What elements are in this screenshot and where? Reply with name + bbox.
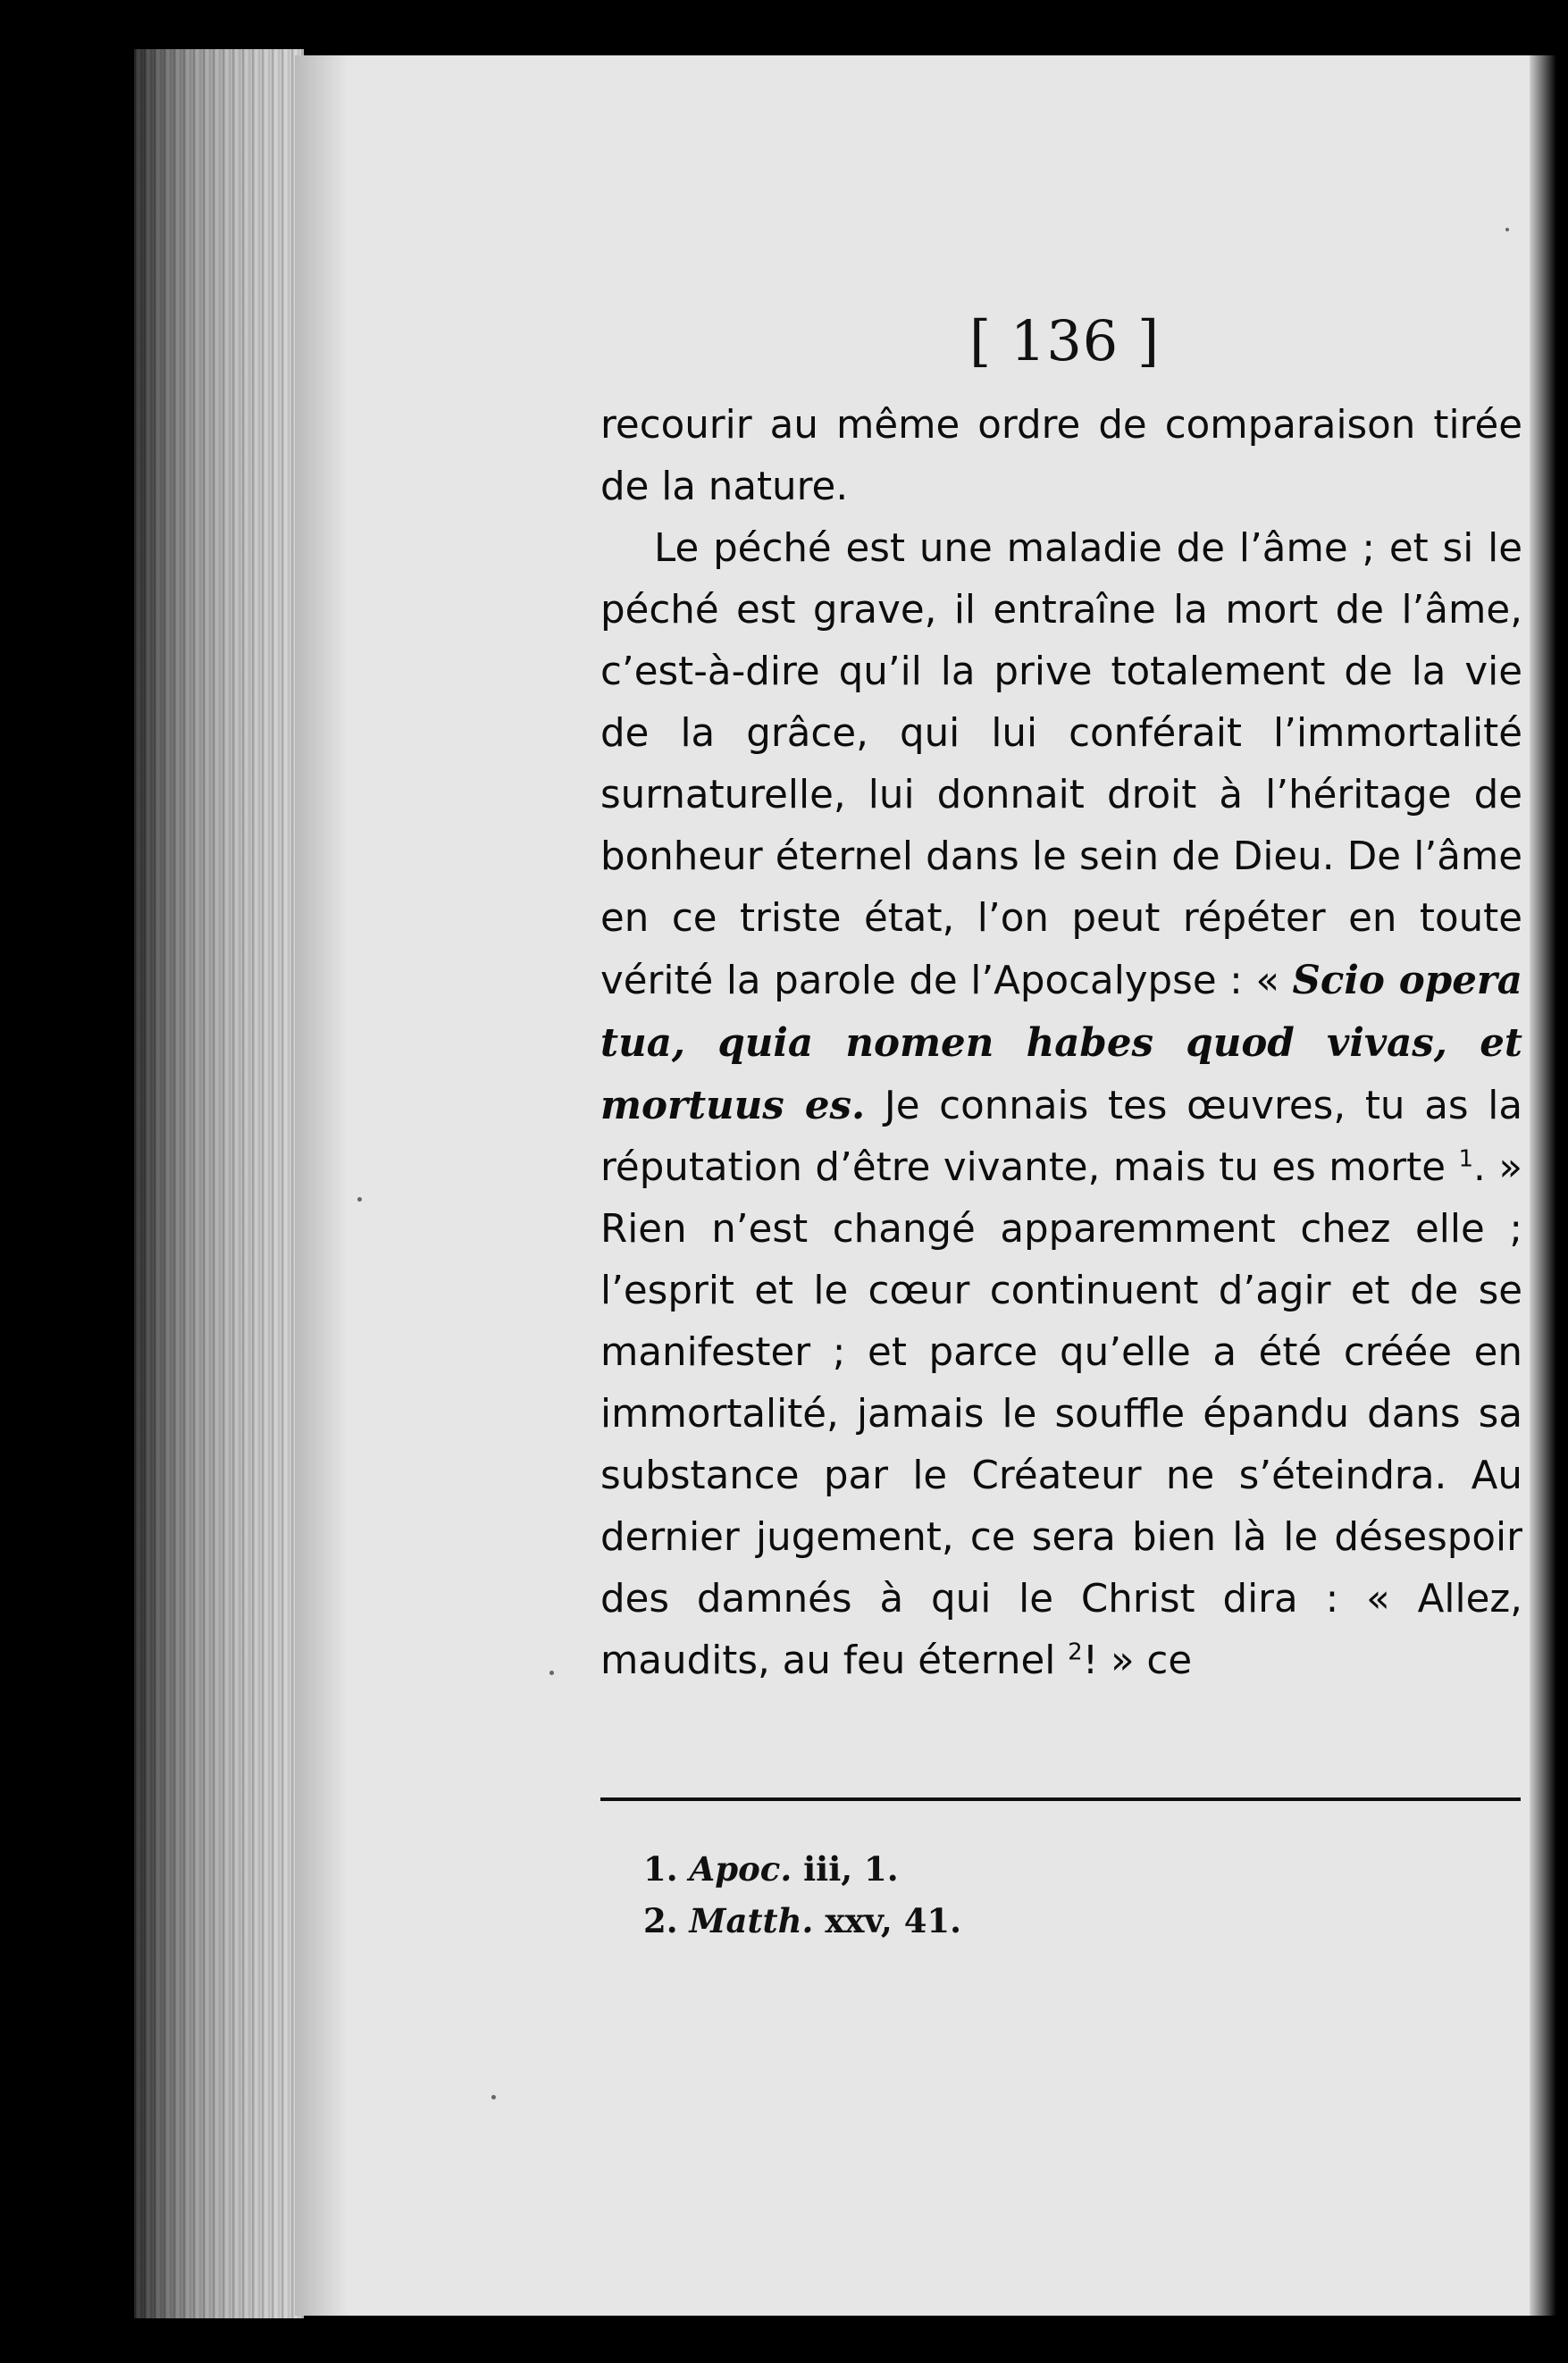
footnote-marker-2: 2 — [1068, 1638, 1083, 1666]
footnote-marker-1: 1 — [1458, 1145, 1474, 1173]
dust-speck — [491, 2095, 496, 2099]
paragraph-2-text-b: Je connais tes œuvres, tu as la réputation d’être vivante, mais tu es morte — [600, 1084, 1522, 1190]
page-number: [ 136 ] — [969, 308, 1161, 373]
dust-speck — [1505, 228, 1509, 231]
dust-speck — [549, 1671, 554, 1675]
footnote-reference: Apoc. — [689, 1849, 792, 1889]
paragraph-2-text-c: . » Rien n’est changé apparemment chez elle ; l’esprit et le cœur continuent d’agir et de se manifester ; et parce qu’elle a été créée en immortalité, jamais le souffle épandu dans sa substance par le Créateur ne s’éteindra. Au dernier jugement, ce sera bien là le désespoir des damnés à qui le Christ dira : « Allez, maudits, au feu éternel — [600, 1145, 1522, 1683]
spine-texture — [134, 49, 304, 2318]
paragraph-1 — [600, 395, 1522, 518]
dust-speck — [357, 1197, 362, 1202]
latin-quote: Scio opera tua, quia nomen habes quod vivas, et mortuus es. — [600, 958, 1522, 1128]
footnote-number: 1. — [643, 1849, 678, 1889]
page-right-edge — [1530, 55, 1556, 2316]
paragraph-2 — [600, 518, 1522, 1692]
footnote-reference: Matth. — [689, 1901, 814, 1940]
footnote-number: 2. — [643, 1901, 678, 1940]
footnotes — [643, 1843, 961, 1947]
footnote-location: iii, 1. — [803, 1849, 899, 1889]
body-text — [600, 395, 1522, 1692]
footnote-2 — [643, 1895, 961, 1947]
gutter-shade — [295, 55, 348, 2316]
paragraph-1-text: recourir au même ordre de comparaison tirée de la nature. — [600, 403, 1522, 509]
paragraph-2-text-d: ! » ce — [1082, 1638, 1193, 1683]
footnote-location: xxv, 41. — [825, 1901, 962, 1940]
footnote-1 — [643, 1843, 961, 1895]
footnote-rule — [600, 1797, 1521, 1801]
paragraph-2-text-a: Le péché est une maladie de l’âme ; et si le péché est grave, il entraîne la mort de l’âme, c’est-à-dire qu’il la prive totalement de la vie de la grâce, qui lui conférait l’immortalité surnaturelle, lui donnait droit à l’héritage de bonheur éternel dans le sein de Dieu. De l’âme en ce triste état, l’on peut répéter en toute vérité la parole de l’Apocalypse : « — [600, 526, 1522, 1003]
